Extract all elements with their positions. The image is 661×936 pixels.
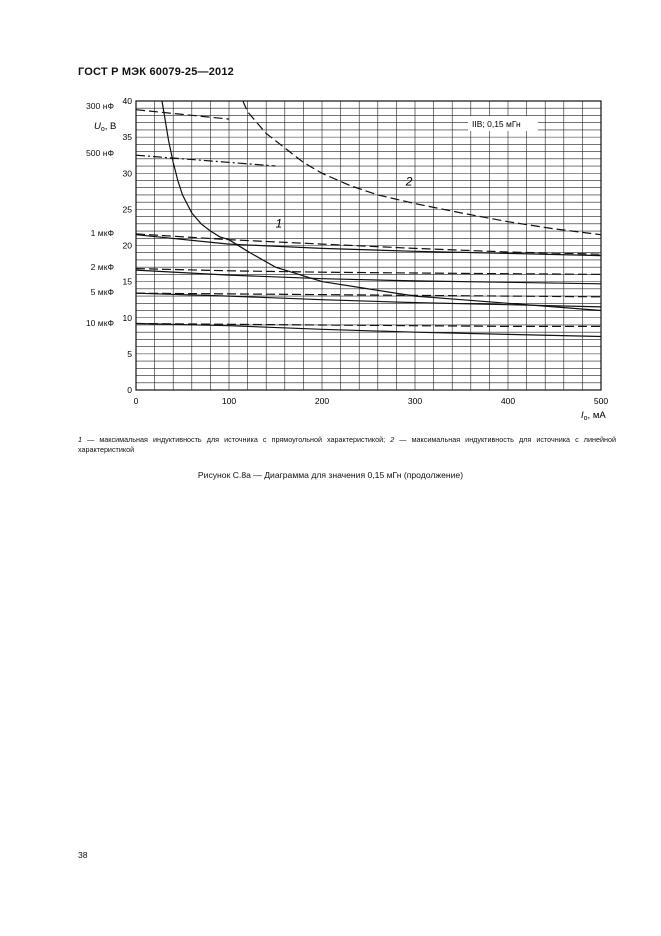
series-line-4 xyxy=(136,155,276,166)
x-tick-label: 100 xyxy=(221,396,237,406)
y-tick-label: 20 xyxy=(122,240,132,251)
y-tick-label: 30 xyxy=(122,168,132,179)
capacitance-label: 500 нФ xyxy=(85,148,114,159)
y-axis-label: $U_o$, В xyxy=(94,121,117,133)
series-line-1 xyxy=(162,101,601,311)
capacitance-label: 300 нФ xyxy=(85,101,114,112)
chart xyxy=(0,0,661,430)
footnote-text-2: — максимальная индуктивность для источника с линейной характеристикой xyxy=(78,435,616,454)
footnote-number-2: 2 xyxy=(390,435,395,444)
y-tick-label: 15 xyxy=(122,276,132,287)
curve-label: 1 xyxy=(275,216,283,231)
chart-grid xyxy=(136,101,601,390)
figure-caption: Рисунок С.8а — Диаграмма для значения 0,15 мГн (продолжение) xyxy=(197,470,464,480)
x-tick-label: 500 xyxy=(593,396,609,406)
x-axis-label: $I_o$, мА xyxy=(581,410,606,422)
chart-curves xyxy=(136,101,601,337)
chart-ticks xyxy=(122,96,608,406)
y-tick-label: 5 xyxy=(127,348,132,359)
x-tick-label: 300 xyxy=(407,396,423,406)
x-tick-label: 0 xyxy=(133,396,139,406)
x-tick-label: 200 xyxy=(314,396,330,406)
capacitance-label: 5 мкФ xyxy=(90,286,114,297)
curve-label: 2 xyxy=(405,174,413,189)
y-tick-label: 0 xyxy=(127,385,132,395)
figure-footnote xyxy=(78,435,616,455)
y-tick-label: 35 xyxy=(122,132,132,143)
series-line-11 xyxy=(136,324,601,337)
y-tick-label: 40 xyxy=(122,96,132,106)
footnote-number-1: 1 xyxy=(78,435,82,444)
capacitance-label: 10 мкФ xyxy=(85,317,114,328)
legend-box-text: IIB; 0,15 мГн xyxy=(472,119,521,129)
page-number: 38 xyxy=(78,850,88,860)
footnote-text-1: — максимальная индуктивность для источника с прямоугольной характеристикой; xyxy=(82,435,391,444)
capacitance-label: 2 мкФ xyxy=(90,262,114,273)
series-line-6 xyxy=(136,234,601,254)
y-tick-label: 25 xyxy=(122,204,132,215)
capacitance-label: 1 мкФ xyxy=(90,228,114,239)
series-line-3 xyxy=(136,110,229,119)
series-line-9 xyxy=(136,293,601,307)
x-tick-label: 400 xyxy=(500,396,516,406)
document-header: ГОСТ Р МЭК 60079-25—2012 xyxy=(78,66,235,78)
y-tick-label: 10 xyxy=(122,312,132,323)
series-line-2 xyxy=(243,101,601,235)
legend-box xyxy=(468,116,538,131)
